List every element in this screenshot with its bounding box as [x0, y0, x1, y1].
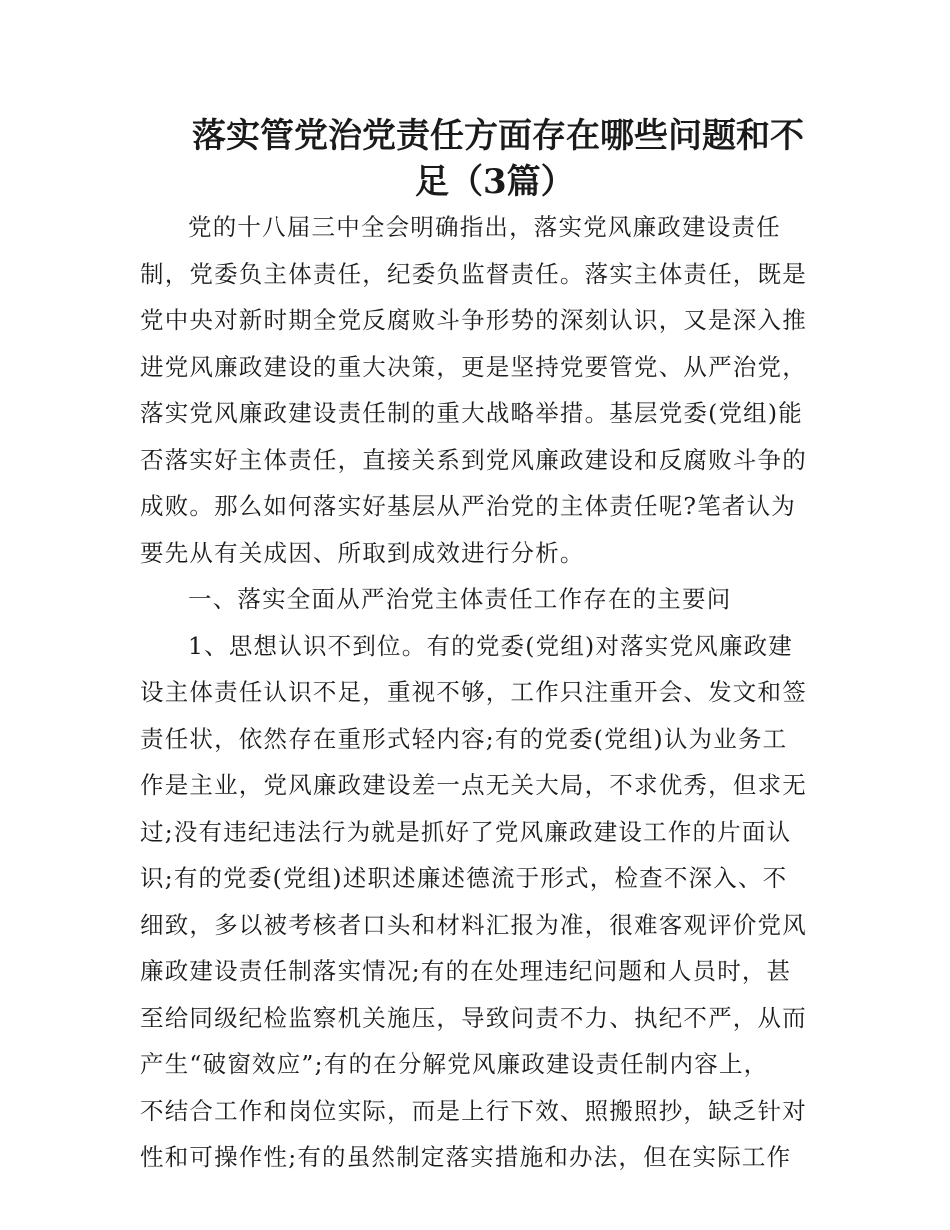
paragraph-2-line: 识;有的党委(党组)述职述廉述德流于形式，检查不深入、不 [140, 864, 788, 892]
paragraph-1-line: 要先从有关成因、所取到成效进行分析。 [140, 538, 585, 567]
paragraph-2-line: 产生“破窗效应”;有的在分解党风廉政建设责任制内容上， [140, 1050, 769, 1078]
paragraph-1-line: 成败。那么如何落实好基层从严治党的主体责任呢?笔者认为 [140, 492, 796, 520]
paragraph-2-line: 细致，多以被考核者口头和材料汇报为准，很难客观评价党风 [140, 910, 807, 939]
title-line-1: 落实管党治党责任方面存在哪些问题和不 [192, 116, 804, 156]
paragraph-2-line: 至给同级纪检监察机关施压，导致问责不力、执纪不严，从而 [140, 1003, 807, 1032]
document-title [140, 113, 810, 205]
section-heading: 一、落实全面从严治党主体责任工作存在的主要问 [188, 585, 732, 613]
paragraph-2-line: 过;没有违纪违法行为就是抓好了党风廉政建设工作的片面认 [140, 817, 792, 846]
paragraph-1-line: 否落实好主体责任，直接关系到党风廉政建设和反腐败斗争的 [140, 445, 807, 474]
paragraph-2-line: 不结合工作和岗位实际，而是上行下效、照搬照抄，缺乏针对 [140, 1096, 807, 1125]
paragraph-2-line: 作是主业，党风廉政建设差一点无关大局，不求优秀，但求无 [140, 771, 807, 799]
paragraph-1-line: 落实党风廉政建设责任制的重大战略举措。基层党委(党组)能 [140, 399, 803, 427]
paragraph-2-line: 廉政建设责任制落实情况;有的在处理违纪问题和人员时，甚 [140, 957, 792, 985]
paragraph-1-line: 制，党委负主体责任，纪委负监督责任。落实主体责任，既是 [140, 259, 807, 288]
document-body [140, 204, 820, 1181]
paragraph-2-line: 1、思想认识不到位。有的党委(党组)对落实党风廉政建 [188, 631, 793, 660]
paragraph-2-line: 设主体责任认识不足，重视不够，工作只注重开会、发文和签 [140, 678, 807, 706]
paragraph-1-line: 进党风廉政建设的重大决策，更是坚持党要管党、从严治党， [140, 352, 807, 381]
paragraph-2-line: 性和可操作性;有的虽然制定落实措施和办法，但在实际工作 [140, 1143, 792, 1171]
title-line-2: 足（3篇） [415, 162, 575, 202]
paragraph-1-line: 党的十八届三中全会明确指出，落实党风廉政建设责任 [188, 213, 781, 241]
paragraph-1-line: 党中央对新时期全党反腐败斗争形势的深刻认识，又是深入推 [140, 306, 807, 334]
paragraph-2-line: 责任状，依然存在重形式轻内容;有的党委(党组)认为业务工 [140, 724, 788, 753]
